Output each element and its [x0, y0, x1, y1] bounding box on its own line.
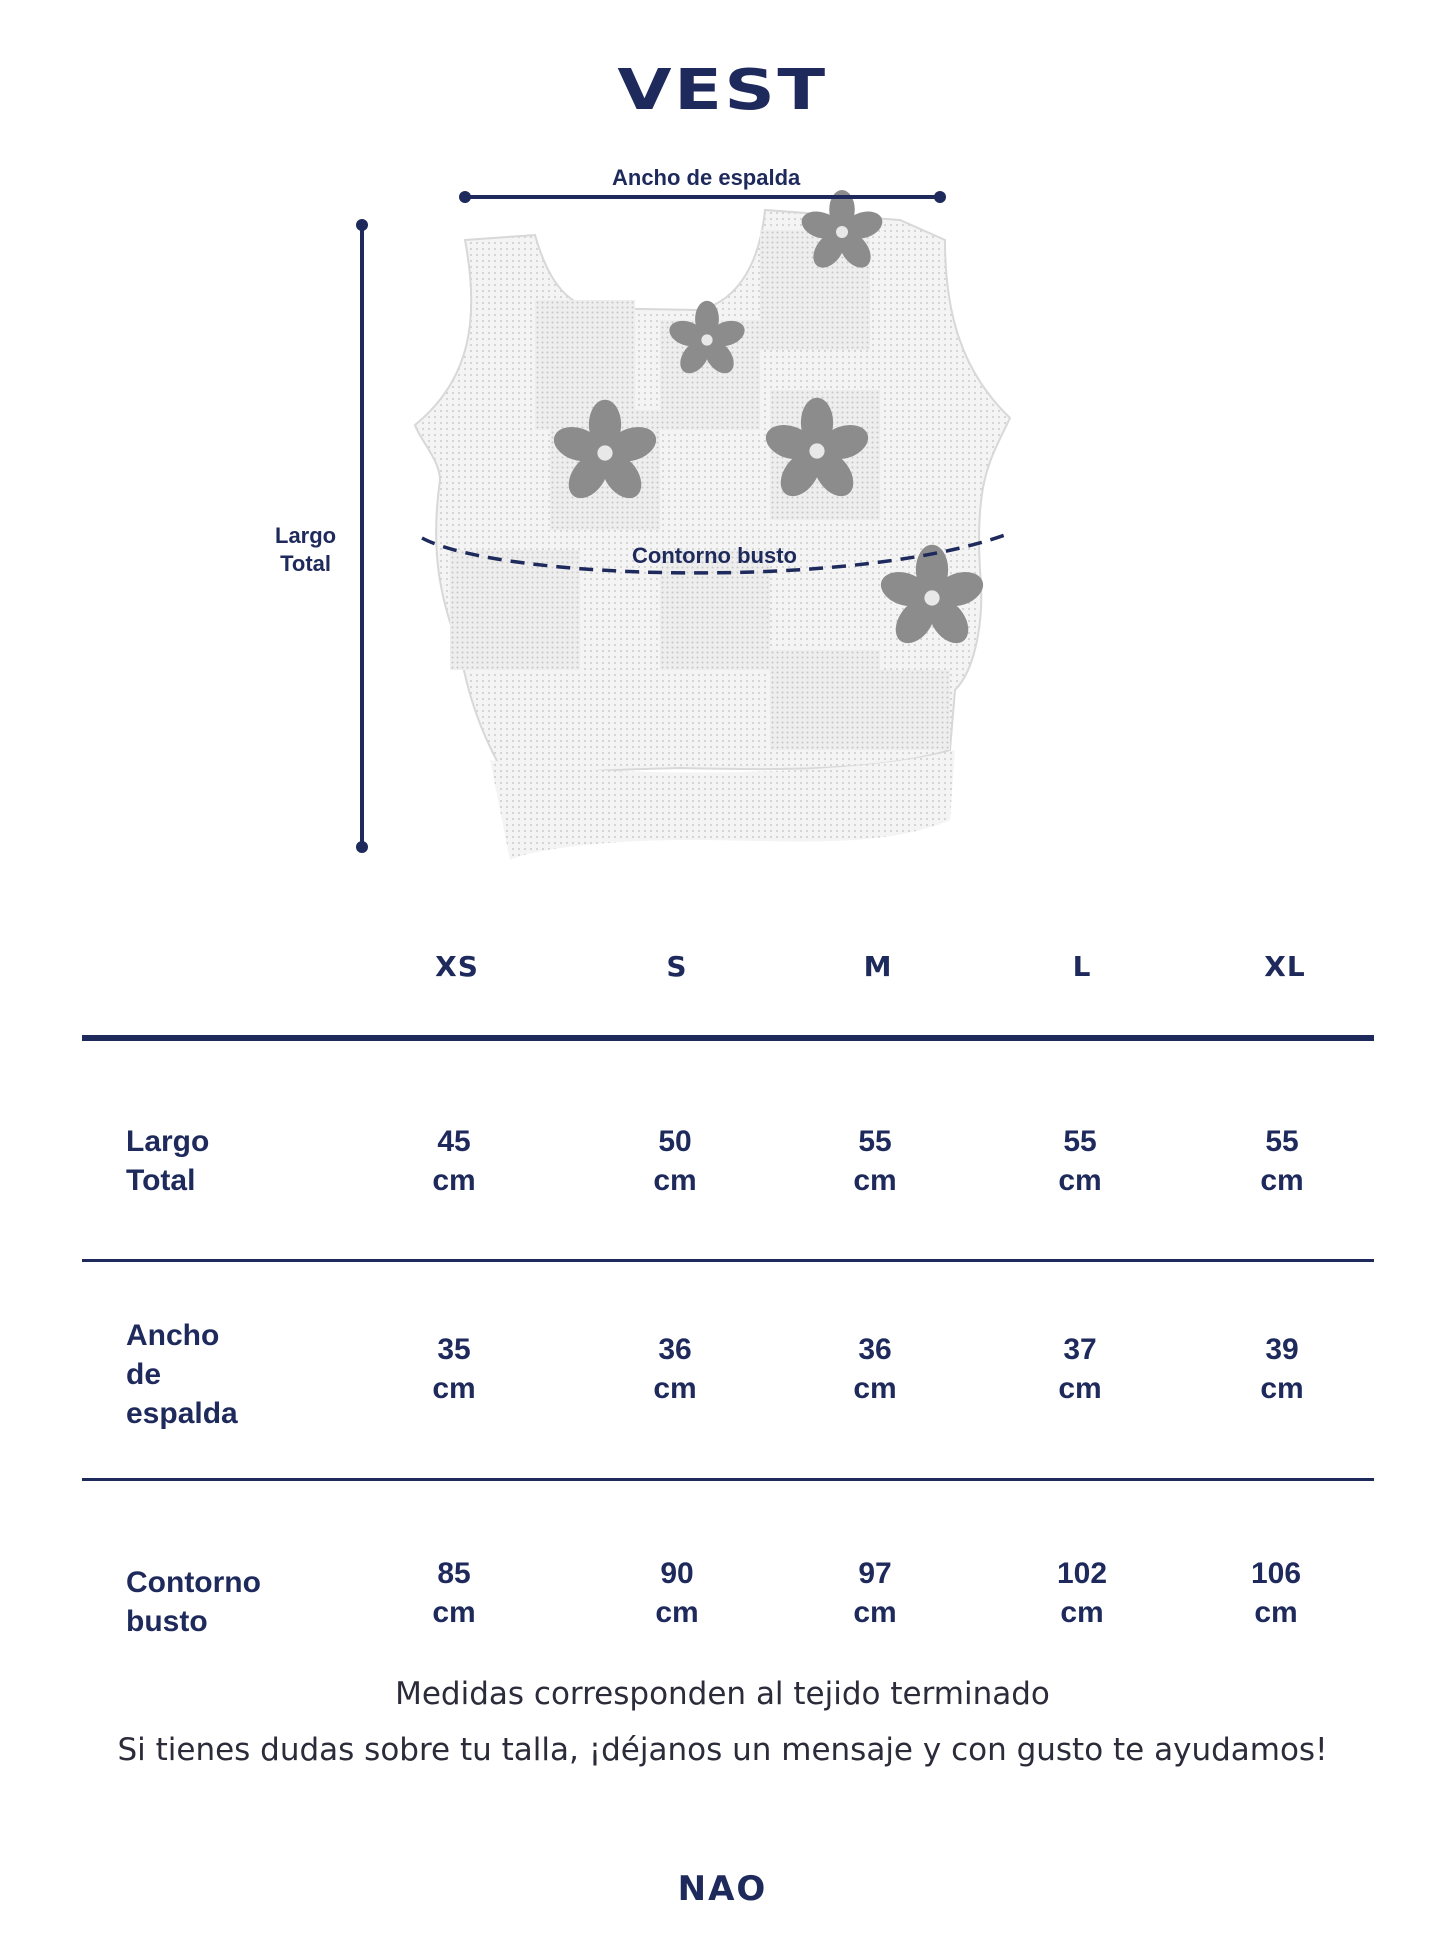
header-divider [82, 1035, 1374, 1041]
value-cell: 90 cm [655, 1557, 699, 1629]
value-cell: 102 cm [1056, 1557, 1108, 1629]
note-size-help: Si tienes dudas sobre tu talla, ¡déjanos un mensaje y con gusto te ayudamos! [117, 1732, 1328, 1768]
row-label-line: Contorno [126, 1566, 261, 1599]
brand-logo: NAO [677, 1869, 768, 1909]
value-cell: 36 cm [853, 1333, 897, 1405]
width-measure-endpoint [934, 191, 946, 203]
size-m: M [863, 950, 893, 983]
vest-illustration [0, 150, 1445, 870]
value-cell: 97 cm [853, 1557, 897, 1629]
value-cell: 55 cm [1058, 1125, 1102, 1197]
row-divider [82, 1478, 1374, 1481]
row-label-line: espalda [126, 1397, 238, 1430]
length-measure-endpoint [356, 219, 368, 231]
size-s: S [666, 950, 688, 983]
length-measure-endpoint [356, 841, 368, 853]
value-cell: 37 cm [1058, 1333, 1102, 1405]
size-xl: XL [1264, 950, 1306, 983]
row-divider [82, 1259, 1374, 1262]
row-label [126, 1316, 238, 1433]
row-label [126, 1122, 209, 1200]
length-label-line: Largo [275, 523, 337, 548]
size-header-row [0, 950, 1445, 990]
value-cell: 35 cm [432, 1333, 476, 1405]
width-label: Ancho de espalda [612, 165, 801, 190]
size-xs: XS [435, 950, 479, 983]
value-cell: 55 cm [853, 1125, 897, 1197]
note-finished-measurements: Medidas corresponden al tejido terminado [395, 1676, 1050, 1712]
row-label-line: de [126, 1358, 162, 1391]
row-label-line: busto [126, 1605, 208, 1638]
row-label-line: Ancho [126, 1319, 220, 1352]
value-cell: 50 cm [653, 1125, 697, 1197]
value-cell: 85 cm [432, 1557, 476, 1629]
page-title: VEST [617, 58, 828, 123]
value-cell: 106 cm [1250, 1557, 1302, 1629]
row-label-line: Total [126, 1164, 196, 1197]
value-cell: 55 cm [1260, 1125, 1304, 1197]
bust-label: Contorno busto [632, 543, 797, 568]
row-label-line: Largo [126, 1125, 210, 1158]
value-cell: 36 cm [653, 1333, 697, 1405]
length-label [275, 522, 336, 578]
width-measure-endpoint [459, 191, 471, 203]
row-label [126, 1563, 261, 1641]
vest-diagram [0, 150, 1445, 870]
value-cell: 45 cm [432, 1125, 476, 1197]
value-cell: 39 cm [1260, 1333, 1304, 1405]
size-l: L [1072, 950, 1092, 983]
length-label-line: Total [280, 551, 332, 576]
